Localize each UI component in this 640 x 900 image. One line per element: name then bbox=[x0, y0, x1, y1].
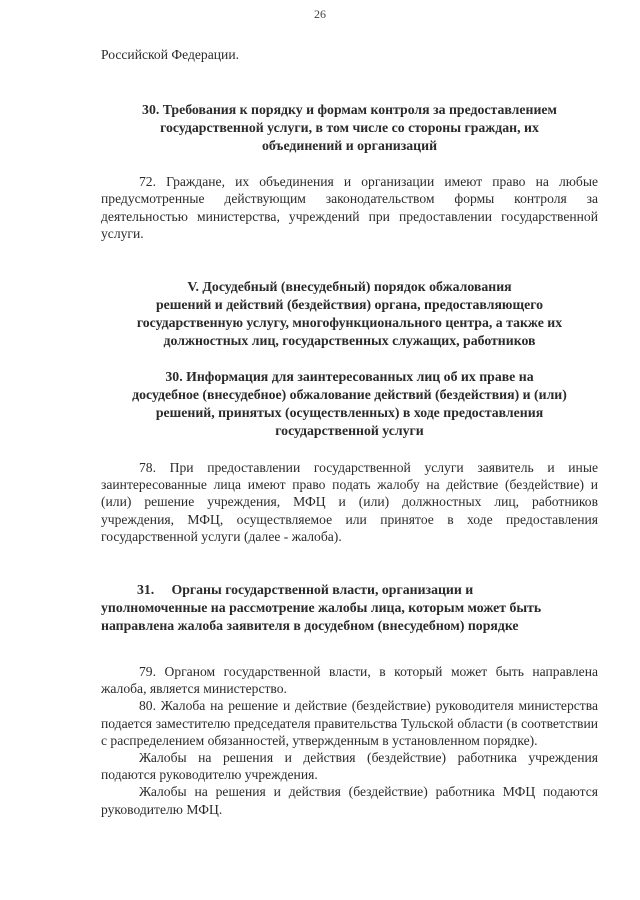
paragraph-80: 80. Жалоба на решение и действие (бездействие) руководителя министерства подается заместителю председателя правительства Тульской области (в соответствии с распределением обязанностей, утвержденным в установленном порядке). bbox=[101, 698, 598, 748]
continuation-text: Российской Федерации. bbox=[101, 47, 239, 62]
heading-line: V. Досудебный (внесудебный) порядок обжалования bbox=[187, 279, 512, 295]
heading-line: досудебное (внесудебное) обжалование действий (бездействия) и (или) bbox=[132, 387, 567, 403]
heading-line: решений, принятых (осуществленных) в ходе предоставления bbox=[155, 405, 544, 421]
heading-31-authorities bbox=[101, 581, 598, 635]
heading-30-control bbox=[101, 101, 598, 155]
heading-line: должностных лиц, государственных служащих, работников bbox=[163, 333, 536, 349]
paragraph-72: 72. Граждане, их объединения и организации имеют право на любые предусмотренные действующим законодательством формы контроля за деятельностью министерства, учреждений при предоставлении государственной услуги. bbox=[101, 174, 598, 241]
heading-line: 30. Требования к порядку и формам контроля за предоставлением bbox=[142, 102, 557, 118]
heading-line: уполномоченные на рассмотрение жалобы лица, которым может быть bbox=[101, 600, 542, 616]
heading-section-v bbox=[101, 278, 598, 350]
paragraph-79: 79. Органом государственной власти, в который может быть направлена жалоба, является министерство. bbox=[101, 664, 598, 697]
heading-line: 31. Органы государственной власти, организации и bbox=[137, 582, 474, 598]
heading-line: государственной услуги bbox=[275, 423, 424, 439]
heading-line: государственную услугу, многофункционального центра, а также их bbox=[136, 315, 563, 331]
heading-line: объединений и организаций bbox=[261, 138, 438, 154]
heading-line: решений и действий (бездействия) органа, предоставляющего bbox=[155, 297, 544, 313]
document-body bbox=[101, 46, 598, 818]
paragraph-80-mfc: Жалобы на решения и действия (бездействие) работника МФЦ подаются руководителю МФЦ. bbox=[101, 784, 598, 817]
heading-30-information bbox=[101, 368, 598, 440]
page-number: 26 bbox=[314, 7, 326, 21]
paragraph-78: 78. При предоставлении государственной услуги заявитель и иные заинтересованные лица имеют право подать жалобу на действие (бездействие) и (или) решение учреждения, МФЦ и (или) должностных лиц, работников учреждения, МФЦ, осуществляемое или принятое в ходе предоставления государственной услуги (далее - жалоба). bbox=[101, 460, 598, 544]
heading-line: направлена жалоба заявителя в досудебном (внесудебном) порядке bbox=[101, 618, 519, 634]
paragraph-80-institution: Жалобы на решения и действия (бездействие) работника учреждения подаются руководителю учреждения. bbox=[101, 750, 598, 783]
heading-line: 30. Информация для заинтересованных лиц об их праве на bbox=[165, 369, 534, 385]
heading-line: государственной услуги, в том числе со стороны граждан, их bbox=[160, 120, 539, 136]
